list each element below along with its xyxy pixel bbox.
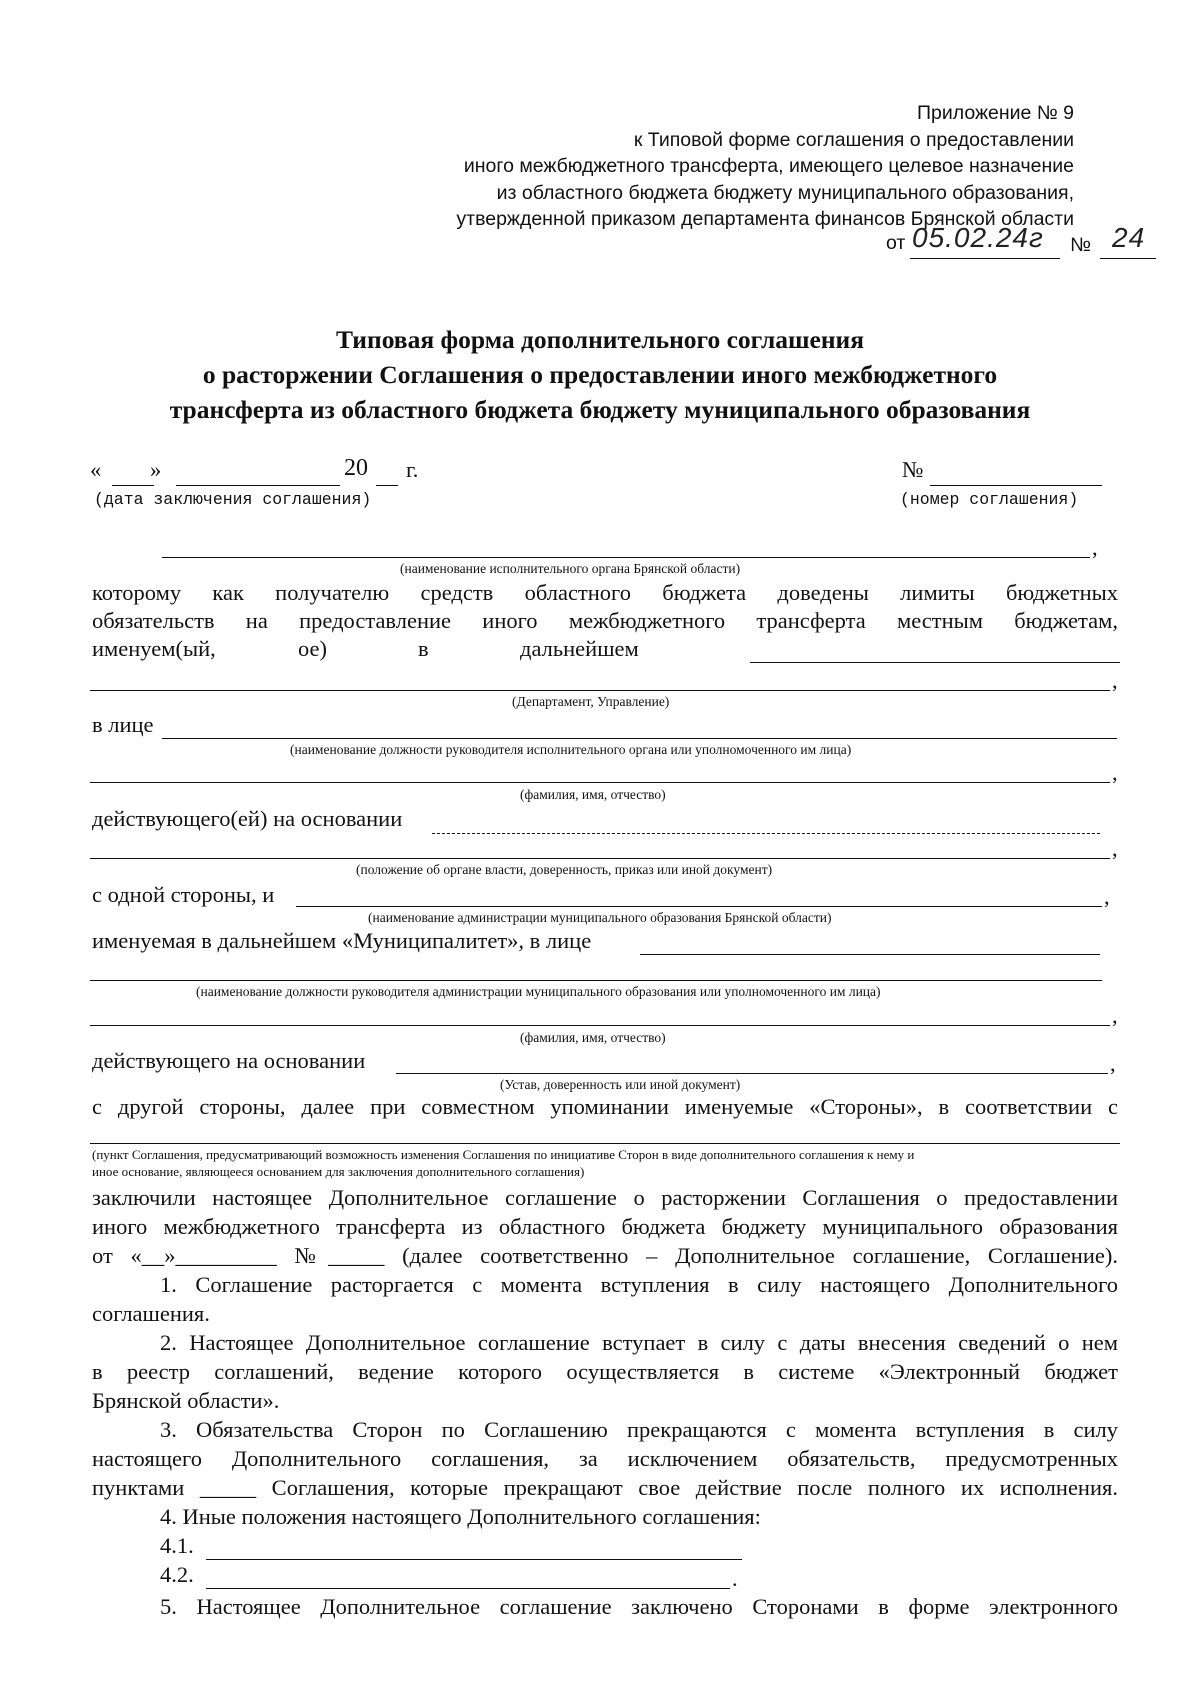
document-title-1: Типовая форма дополнительного соглашения — [335, 325, 865, 354]
municipality-person-field[interactable] — [640, 954, 1100, 955]
concluded-line-2: иного межбюджетного трансферта из областного бюджета бюджету муниципального образования — [92, 1214, 1118, 1239]
date-caption: (дата заключения соглашения) — [94, 490, 372, 509]
date-open-quote: « — [90, 457, 102, 482]
one-side-label: с одной стороны, и — [92, 882, 275, 907]
date-year-suffix: г. — [406, 457, 419, 482]
named-word-3: в — [418, 636, 429, 661]
basis-field-2[interactable] — [396, 1073, 1108, 1074]
comma: , — [1104, 884, 1110, 909]
item-4-1-label: 4.1. — [160, 1533, 194, 1558]
header-from-label: от — [886, 232, 906, 254]
number-caption: (номер соглашения) — [900, 490, 1079, 509]
header-block — [456, 100, 1074, 233]
department-caption: (Департамент, Управление) — [512, 694, 670, 709]
item-3-line-1: 3. Обязательства Сторон по Соглашению прекращаются с момента вступления в силу — [160, 1417, 1118, 1442]
item-1-line-2: соглашения. — [92, 1301, 210, 1326]
item-4: 4. Иные положения настоящего Дополнительного соглашения: — [160, 1504, 761, 1529]
named-word-2: ое) — [298, 636, 328, 661]
paragraph-recipient-line-2: обязательств на предоставление иного межбюджетного трансферта местным бюджетам, — [92, 608, 1118, 633]
comma: , — [1112, 760, 1118, 785]
named-as-field[interactable] — [750, 662, 1120, 663]
fio-caption-1: (фамилия, имя, отчество) — [520, 787, 666, 802]
other-side-text: с другой стороны, далее при совместном упоминании именуемые «Стороны», в соответствии с — [92, 1094, 1118, 1119]
item-2-line-3: Брянской области». — [92, 1388, 280, 1413]
acting-basis-label-2: действующего на основании — [92, 1048, 366, 1073]
header-transfer-line: иного межбюджетного трансферта, имеющего целевое назначение — [463, 155, 1074, 177]
concluded-line-1: заключили настоящее Дополнительное соглашение о расторжении Соглашения о предоставлении — [92, 1185, 1118, 1210]
header-budget-line: из областного бюджета бюджету муниципального образования, — [496, 181, 1074, 204]
date-year-field[interactable] — [376, 485, 398, 486]
item-4-2-field[interactable] — [206, 1588, 730, 1589]
item-3-line-2: настоящего Дополнительного соглашения, за исключением обязательств, предусмотренных — [92, 1446, 1118, 1471]
clause-field[interactable] — [90, 1143, 1120, 1144]
admin-head-position-caption: (наименование должности руководителя администрации муниципального образования или уполномоченного им лица) — [196, 984, 881, 999]
exec-organ-field[interactable] — [162, 557, 1090, 558]
number-underline — [1100, 258, 1156, 259]
header-order-line: утвержденной приказом департамента финансов Брянской области — [456, 208, 1074, 230]
comma: , — [1110, 1051, 1116, 1076]
acting-basis-field[interactable] — [432, 833, 1100, 834]
department-field[interactable] — [90, 690, 1110, 691]
comma: , — [1112, 668, 1118, 693]
document-title-3: трансферта из областного бюджета бюджету муниципального образования — [169, 395, 1031, 424]
admin-name-caption: (наименование администрации муниципального образования Брянской области) — [368, 910, 832, 925]
acting-basis-label: действующего(ей) на основании — [92, 806, 403, 831]
number-sign: № — [902, 457, 924, 482]
paragraph-recipient-line-1: которому как получателю средств областного бюджета доведены лимиты бюджетных — [92, 580, 1118, 605]
clause-caption-1: (пункт Соглашения, предусматривающий возможность изменения Соглашения по инициативе Сторон в виде дополнительного соглашения к нему и — [92, 1147, 915, 1162]
admin-head-position-field[interactable] — [90, 980, 1102, 981]
item-4-2-label: 4.2. — [160, 1562, 194, 1587]
basis-caption-2: (Устав, доверенность или иной документ) — [500, 1077, 741, 1092]
date-day-field[interactable] — [112, 485, 154, 486]
item-4-1-field[interactable] — [206, 1559, 742, 1560]
header-form-line: к Типовой форме соглашения о предоставлении — [633, 128, 1074, 151]
header-date-row — [886, 232, 905, 255]
comma: , — [1112, 1003, 1118, 1028]
fio-caption-2: (фамилия, имя, отчество) — [520, 1030, 666, 1045]
item-2-line-2: в реестр соглашений, ведение которого осуществляется в системе «Электронный бюджет — [92, 1359, 1118, 1384]
concluded-from-line: от «__»_________ №_____ (далее соответственно – Дополнительное соглашение, Соглашение). — [92, 1243, 1118, 1268]
exec-organ-caption: (наименование исполнительного органа Брянской области) — [400, 561, 741, 576]
date-close-quote: » — [150, 457, 162, 482]
item-1-line-1: 1. Соглашение расторгается с момента вступления в силу настоящего Дополнительного — [160, 1272, 1118, 1297]
basis-field-1[interactable] — [90, 858, 1110, 859]
in-person-label: в лице — [92, 712, 154, 737]
handwritten-number: 24 — [1112, 222, 1146, 253]
fio-field-2[interactable] — [90, 1025, 1110, 1026]
named-word-1: именуем(ый, — [92, 636, 216, 661]
admin-name-field[interactable] — [296, 906, 1102, 907]
head-position-field[interactable] — [162, 738, 1117, 739]
head-position-caption: (наименование должности руководителя исполнительного органа или уполномоченного им лица) — [290, 742, 852, 757]
date-month-field[interactable] — [176, 485, 340, 486]
comma: , — [1112, 836, 1118, 861]
date-underline — [910, 258, 1060, 259]
agreement-number-field[interactable] — [930, 485, 1102, 486]
header-no-label: № — [1070, 234, 1091, 256]
item-5-line-1: 5. Настоящее Дополнительное соглашение заключено Сторонами в форме электронного — [160, 1594, 1118, 1619]
handwritten-date: 05.02.24г — [912, 222, 1044, 253]
basis-caption-1: (положение об органе власти, доверенность, приказ или иной документ) — [356, 862, 773, 877]
item-3-line-3: пунктами _____ Соглашения, которые прекращают свое действие после полного их исполнения. — [92, 1475, 1118, 1500]
named-word-4: дальнейшем — [520, 636, 639, 661]
period: . — [732, 1566, 738, 1591]
clause-caption-2: иное основание, являющееся основанием для заключения дополнительного соглашения) — [92, 1164, 585, 1179]
date-year: 20 — [344, 455, 368, 481]
municipality-label: именуемая в дальнейшем «Муниципалитет», в лице — [92, 928, 592, 953]
document-title-2: о расторжении Соглашения о предоставлении иного межбюджетного — [202, 360, 998, 389]
comma: , — [1092, 535, 1098, 560]
header-appendix-line: Приложение № 9 — [917, 102, 1074, 124]
item-2-line-1: 2. Настоящее Дополнительное соглашение вступает в силу с даты внесения сведений о нем — [160, 1330, 1118, 1355]
fio-field-1[interactable] — [90, 782, 1110, 783]
